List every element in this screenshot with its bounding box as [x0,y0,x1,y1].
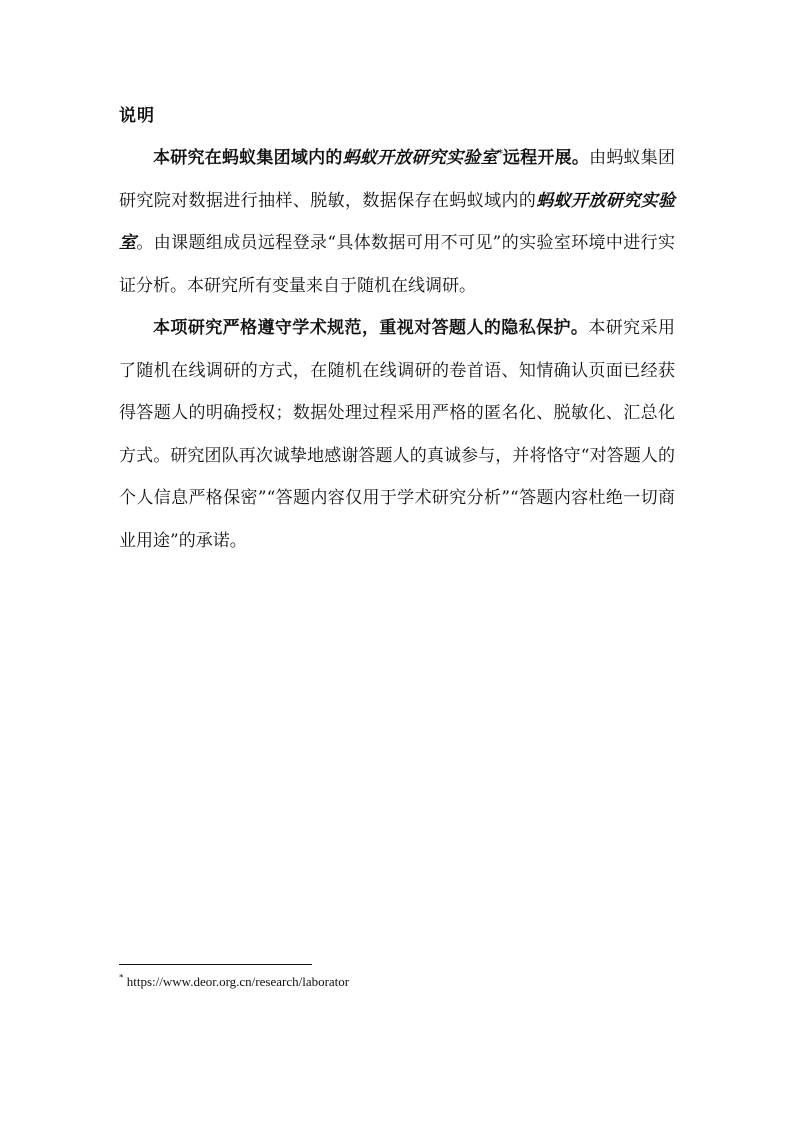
paragraph-text: 本研究采用了随机在线调研的方式，在随机在线调研的卷首语、知情确认页面已经获得答题人的明确授权；数据处理过程采用严格的匿名化、脱敏化、汇总化方式。研究团队再次诚挚地感谢答题人的真诚参与，并将恪守“对答题人的个人信息严格保密”“答题内容仅用于学术研究分析”“答题内容杜绝一切商业用途”的承诺。 [119,318,675,551]
footnote-url[interactable]: https://www.deor.org.cn/research/laborator [123,974,350,989]
lab-name-emphasis-2: 蚂蚁开放研究实验室 [119,190,676,253]
paragraph-privacy [119,307,675,562]
paragraph-data-source [119,137,675,307]
lab-name-emphasis: 蚂蚁开放研究实验室 [342,148,498,168]
section-heading: 说明 [119,106,155,126]
paragraph-text-2: 。由课题组成员远程登录“具体数据可用不可见”的实验室环境中进行实证分析。本研究所有变量来自于随机在线调研。 [119,233,676,296]
paragraph-lead-bold: 本研究在蚂蚁集团域内的 [153,148,343,168]
paragraph-lead-bold: 本项研究严格遵守学术规范，重视对答题人的隐私保护。 [153,318,589,338]
paragraph-lead-bold-tail: 远程开展。 [502,148,590,168]
footnote-marker: * [119,972,124,983]
footnote [119,973,679,991]
document-body [119,95,675,562]
paragraph-text: 由蚂蚁集团研究院对数据进行抽样、脱敏，数据保存在蚂蚁域内的 [119,148,676,211]
footnote-reference: * [497,148,503,160]
footnote-divider [119,964,312,965]
